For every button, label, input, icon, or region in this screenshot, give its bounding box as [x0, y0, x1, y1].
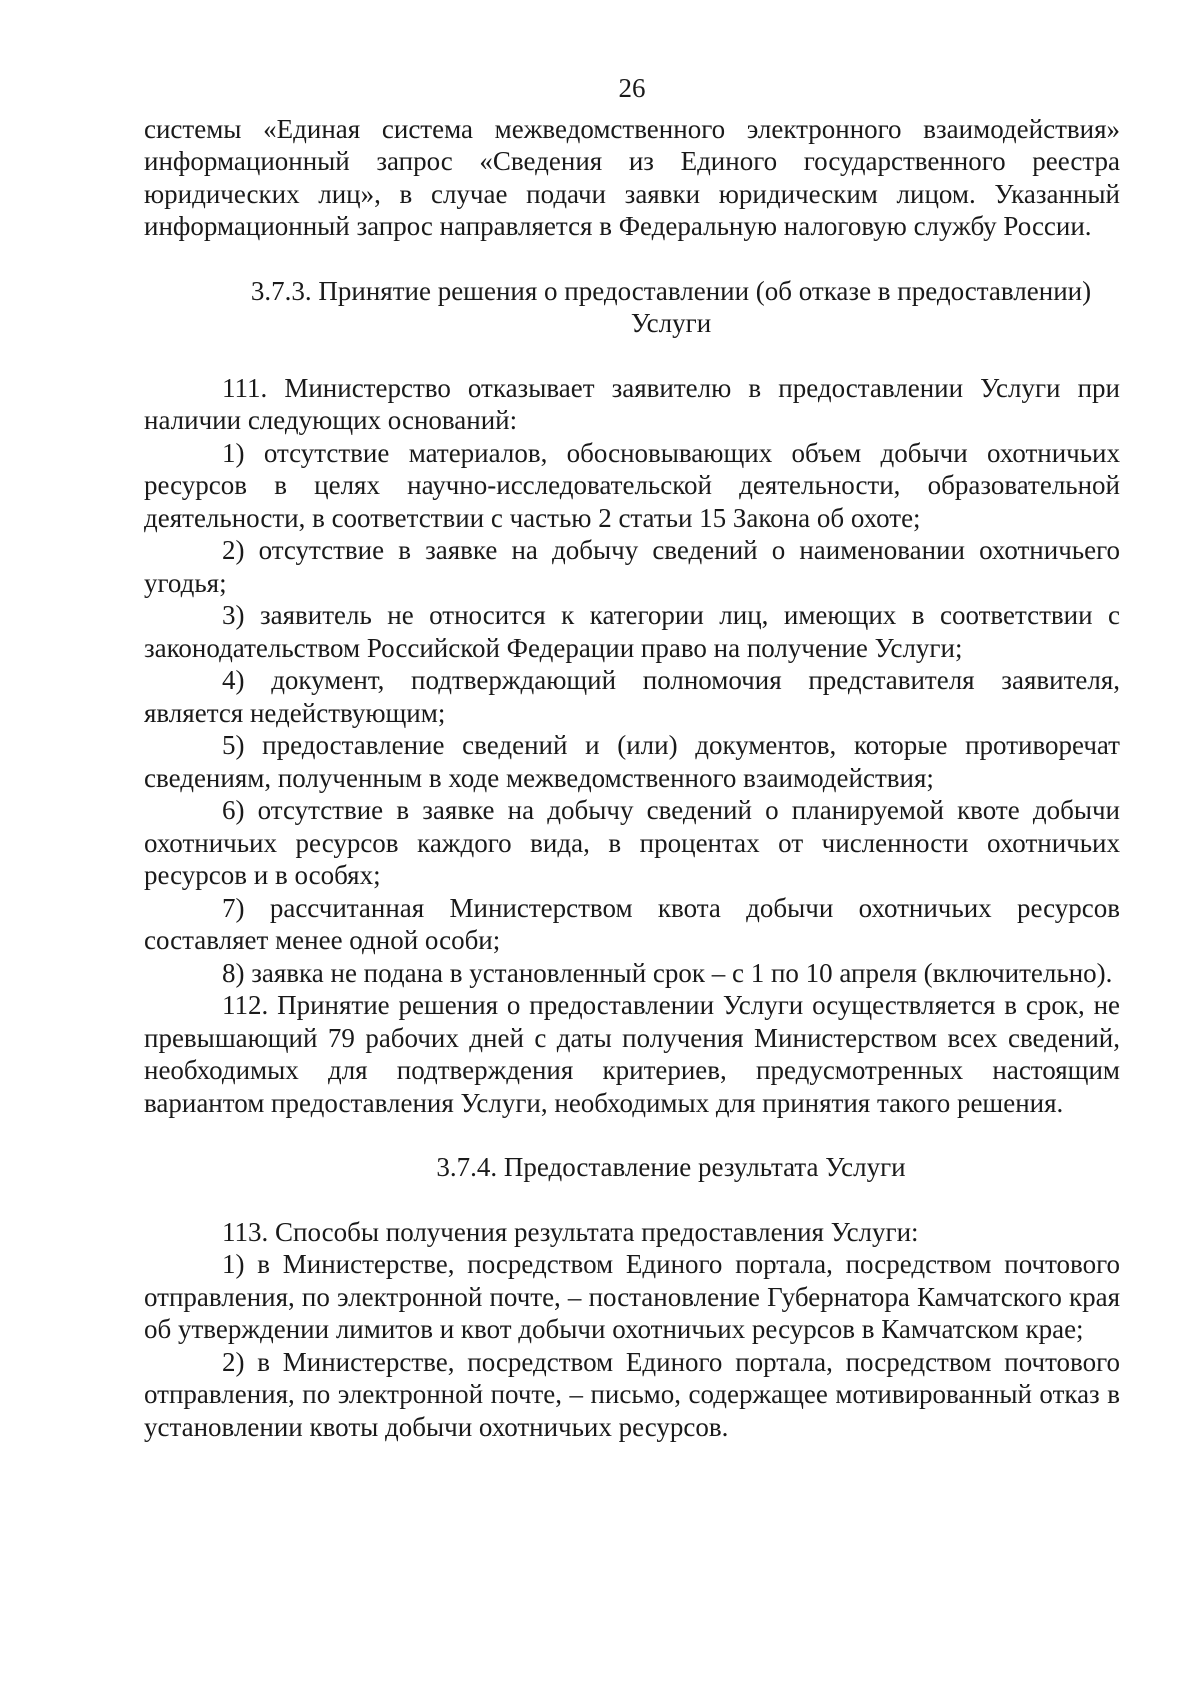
spacer [144, 1184, 1120, 1216]
spacer [144, 1119, 1120, 1151]
paragraph-112: 112. Принятие решения о предоставлении Услуги осуществляется в срок, не превышающий 79 рабочих дней с даты получения Министерством всех сведений, необходимых для подтверждения критериев, предусмотренных настоящим вариантом предоставления Услуги, необходимых для принятия такого решения. [144, 990, 1120, 1118]
list-item: 1) в Министерстве, посредством Единого портала, посредством почтового отправления, по электронной почте, – постановление Губернатора Камчатского края об утверждении лимитов и квот добычи охотничьих ресурсов в Камчатском крае; [144, 1249, 1120, 1344]
list-item: 6) отсутствие в заявке на добычу сведений о планируемой квоте добычи охотничьих ресурсов каждого вида, в процентах от численности охотничьих ресурсов и в особях; [144, 795, 1120, 890]
spacer [144, 243, 1120, 275]
section-heading-3-7-3 [144, 275, 1120, 340]
section-heading-line: 3.7.3. Принятие решения о предоставлении (об отказе в предоставлении) [250, 275, 1092, 306]
section-heading-line: Услуги [630, 308, 712, 338]
section-heading-3-7-4: 3.7.4. Предоставление результата Услуги [436, 1152, 906, 1182]
page-number: 26 [618, 73, 646, 103]
spacer [144, 340, 1120, 372]
list-item: 1) отсутствие материалов, обосновывающих объем добычи охотничьих ресурсов в целях научно-исследовательской деятельности, образовательной деятельности, в соответствии с частью 2 статьи 15 Закона об охоте; [144, 437, 1120, 533]
paragraph-113: 113. Способы получения результата предоставления Услуги: [222, 1216, 919, 1247]
paragraph-111: 111. Министерство отказывает заявителю в предоставлении Услуги при наличии следующих оснований: [144, 372, 1120, 435]
list-item: 3) заявитель не относится к категории лиц, имеющих в соответствии с законодательством Российской Федерации право на получение Услуги; [144, 600, 1120, 663]
list-item: 7) рассчитанная Министерством квота добычи охотничьих ресурсов составляет менее одной особи; [144, 892, 1120, 955]
list-item: 4) документ, подтверждающий полномочия представителя заявителя, является недействующим; [144, 665, 1120, 728]
intro-paragraph: системы «Единая система межведомственного электронного взаимодействия» информационный запрос «Сведения из Единого государственного реестра юридических лиц», в случае подачи заявки юридическим лицом. Указанный информационный запрос направляется в Федеральную налоговую службу России. [144, 113, 1120, 241]
list-item: 5) предоставление сведений и (или) документов, которые противоречат сведениям, полученным в ходе межведомственного взаимодействия; [144, 730, 1120, 793]
list-item: 2) в Министерстве, посредством Единого портала, посредством почтового отправления, по электронной почте, – письмо, содержащее мотивированный отказ в установлении квоты добычи охотничьих ресурсов. [144, 1346, 1120, 1442]
list-item: 2) отсутствие в заявке на добычу сведений о наименовании охотничьего угодья; [144, 535, 1120, 598]
document-page [144, 72, 1120, 1443]
list-item: 8) заявка не подана в установленный срок – с 1 по 10 апреля (включительно). [222, 957, 1113, 988]
